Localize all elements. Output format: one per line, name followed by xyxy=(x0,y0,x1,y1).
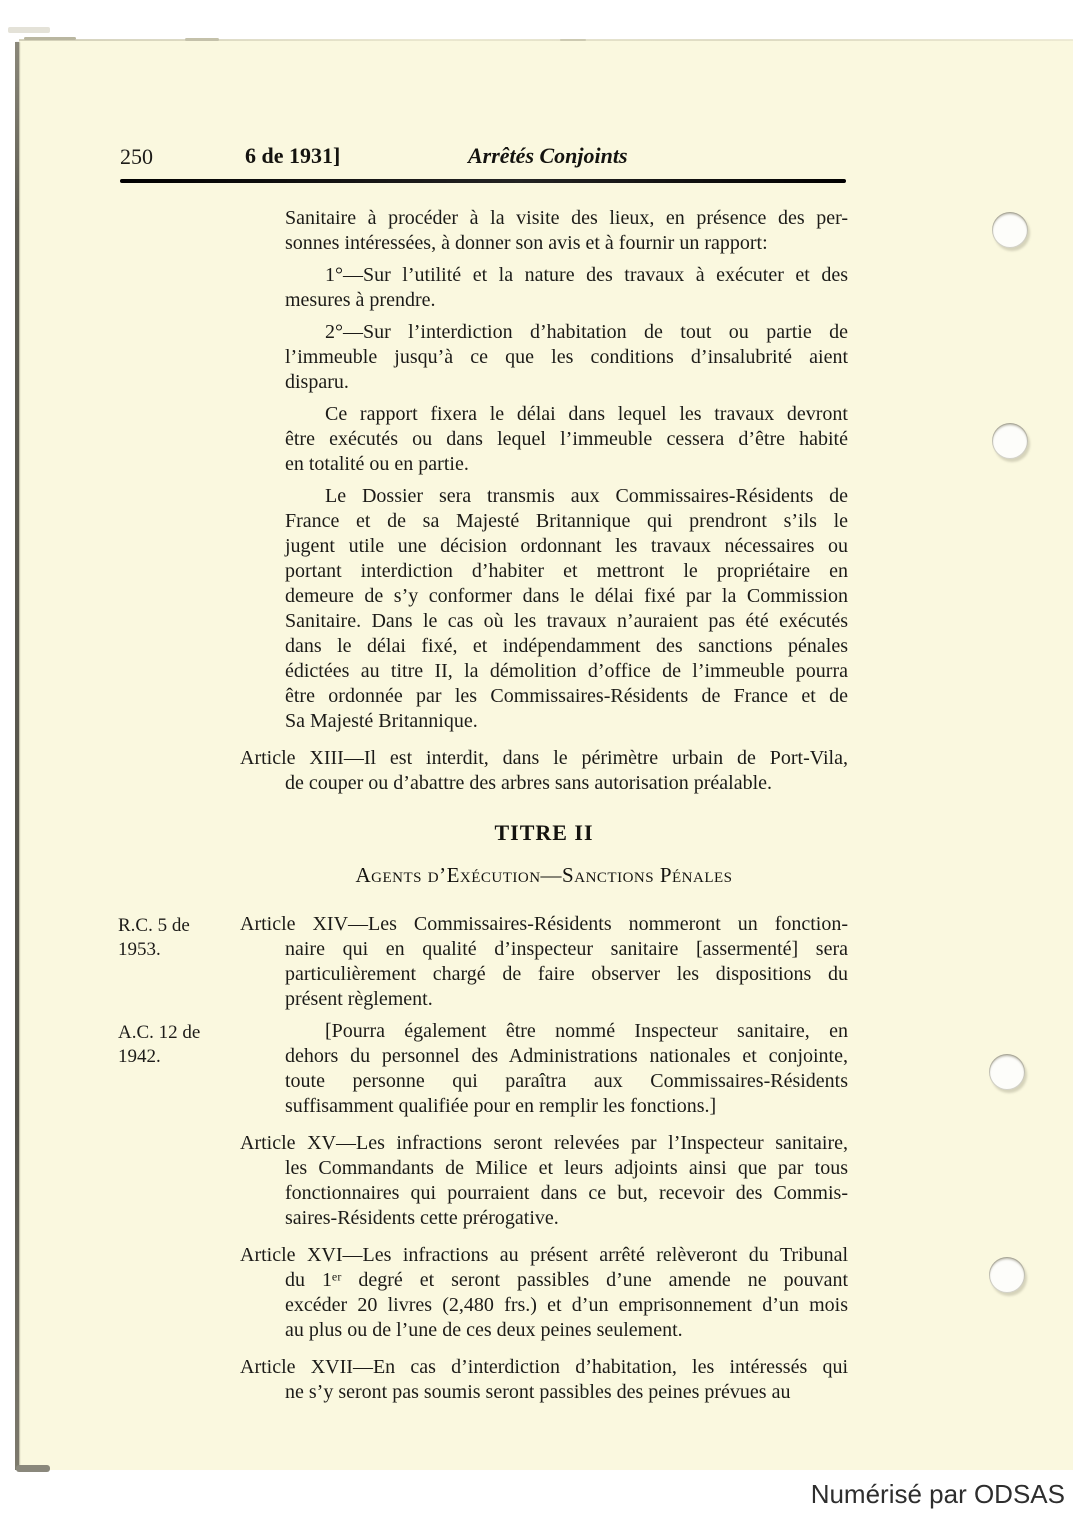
paragraph-group-top xyxy=(240,206,848,796)
text-line: portant interdiction d’habiter et mettront le propriétaire en xyxy=(285,560,848,582)
text-line: particulièrement chargé de faire observer les dispositions du xyxy=(285,963,848,985)
punch-hole xyxy=(989,1054,1025,1090)
text-line: dans le délai fixé, et indépendamment des sanctions pénales xyxy=(285,635,848,657)
scan-smudge xyxy=(16,1465,50,1472)
paragraph xyxy=(118,912,848,1012)
section-subtitle: Agents d’Exécution—Sanctions Pénales xyxy=(355,863,733,887)
text-line: être ordonnée par les Commissaires-Résidents de France et de xyxy=(285,685,848,707)
punch-hole xyxy=(992,423,1028,459)
text-line: l’immeuble jusqu’à ce que les conditions d’insalubrité aient xyxy=(285,346,848,368)
paragraph-group-bottom xyxy=(118,912,848,1405)
text-line: Le Dossier sera transmis aux Commissaires-Résidents de xyxy=(325,485,848,507)
page-top-edge xyxy=(19,39,1073,41)
text-line: 2°—Sur l’interdiction d’habitation de tout ou partie de xyxy=(325,321,848,343)
text-line: toute personne qui paraîtra aux Commissaires-Résidents xyxy=(285,1070,848,1092)
text-line: jugent utile une décision ordonnant les travaux nécessaires ou xyxy=(285,535,848,557)
text-line: présent règlement. xyxy=(285,988,433,1010)
text-line: disparu. xyxy=(285,371,349,393)
scan-smudge xyxy=(24,37,76,40)
text-line: France et de sa Majesté Britannique qui prendront s’ils le xyxy=(285,510,848,532)
text-line: saires-Résidents cette prérogative. xyxy=(285,1207,559,1229)
text-line: de couper ou d’abattre des arbres sans autorisation préalable. xyxy=(285,772,773,794)
margin-note-line: A.C. 12 de xyxy=(118,1022,201,1043)
footer-credit: Numérisé par ODSAS xyxy=(810,1479,1065,1509)
text-line: en totalité ou en partie. xyxy=(285,453,469,475)
text-line: être exécutés ou dans lequel l’immeuble cessera d’être habité xyxy=(285,428,848,450)
text-line: excéder 20 livres (2,480 frs.) et d’un emprisonnement d’un mois xyxy=(285,1294,848,1316)
section-title: TITRE II xyxy=(494,820,594,845)
text-line: au plus ou de l’une de ces deux peines seulement. xyxy=(285,1319,683,1341)
margin-note-line: R.C. 5 de xyxy=(118,915,190,936)
text-line: demeure de s’y conformer dans le délai fixé par la Commission xyxy=(285,585,848,607)
text-line: Sanitaire. Dans le cas où les travaux n’auraient pas été exécutés xyxy=(285,610,848,632)
paragraph xyxy=(240,206,848,256)
text-line: Sa Majesté Britannique. xyxy=(285,710,478,732)
text-line: édictées au titre II, la démolition d’office de l’immeuble pourra xyxy=(285,660,848,682)
margin-note-line: 1953. xyxy=(118,939,161,960)
text-line: ne s’y seront pas soumis seront passibles des peines prévues au xyxy=(285,1381,791,1403)
paragraph xyxy=(240,320,848,395)
margin-note-line: 1942. xyxy=(118,1046,161,1067)
text-line: Article XVI—Les infractions au présent arrêté relèveront du Tribunal xyxy=(240,1244,848,1266)
text-line: Article XV—Les infractions seront relevées par l’Inspecteur sanitaire, xyxy=(240,1132,848,1154)
paragraph xyxy=(118,1019,848,1119)
text-column xyxy=(118,206,848,1405)
paragraph xyxy=(240,1355,848,1405)
punch-hole xyxy=(992,212,1028,248)
header-rule xyxy=(120,179,846,183)
margin-note xyxy=(118,914,228,962)
text-line: les Commandants de Milice et leurs adjoints ainsi que par tous xyxy=(285,1157,848,1179)
paragraph xyxy=(240,1131,848,1231)
text-line: suffisamment qualifiée pour en remplir les fonctions.] xyxy=(285,1095,717,1117)
paragraph xyxy=(240,263,848,313)
text-line: Article XIII—Il est interdit, dans le périmètre urbain de Port-Vila, xyxy=(240,747,848,769)
punch-hole xyxy=(989,1257,1025,1293)
scan-smudge xyxy=(8,27,50,33)
text-line: naire qui en qualité d’inspecteur sanitaire [assermenté] sera xyxy=(285,938,848,960)
text-line: fonctionnaires qui pourraient dans ce but, recevoir des Commis- xyxy=(285,1182,848,1204)
scan-smudge xyxy=(185,38,219,41)
text-line: Sanitaire à procéder à la visite des lieux, en présence des per- xyxy=(285,207,848,229)
paragraph xyxy=(240,1243,848,1343)
margin-note xyxy=(118,1021,228,1069)
act-reference: 6 de 1931] xyxy=(245,143,341,168)
paragraph xyxy=(240,746,848,796)
paragraph xyxy=(240,402,848,477)
text-line: dehors du personnel des Administrations nationales et conjointe, xyxy=(285,1045,848,1067)
text-line: sonnes intéressées, à donner son avis et à fournir un rapport: xyxy=(285,232,768,254)
paragraph xyxy=(240,484,848,734)
running-title: Arrêtés Conjoints xyxy=(468,143,628,168)
text-line: [Pourra également être nommé Inspecteur sanitaire, en xyxy=(325,1020,848,1042)
scan-smudge xyxy=(560,39,586,41)
text-line: Article XIV—Les Commissaires-Résidents nommeront un fonction- xyxy=(240,913,848,935)
page-number: 250 xyxy=(120,144,153,169)
text-line: Article XVII—En cas d’interdiction d’habitation, les intéressés qui xyxy=(240,1356,848,1378)
text-line: Ce rapport fixera le délai dans lequel les travaux devront xyxy=(325,403,848,425)
text-line: mesures à prendre. xyxy=(285,289,436,311)
page-left-edge-shadow xyxy=(15,42,19,1470)
text-line: du 1ᵉʳ degré et seront passibles d’une amende ne pouvant xyxy=(285,1269,848,1291)
text-line: 1°—Sur l’utilité et la nature des travaux à exécuter et des xyxy=(325,264,848,286)
